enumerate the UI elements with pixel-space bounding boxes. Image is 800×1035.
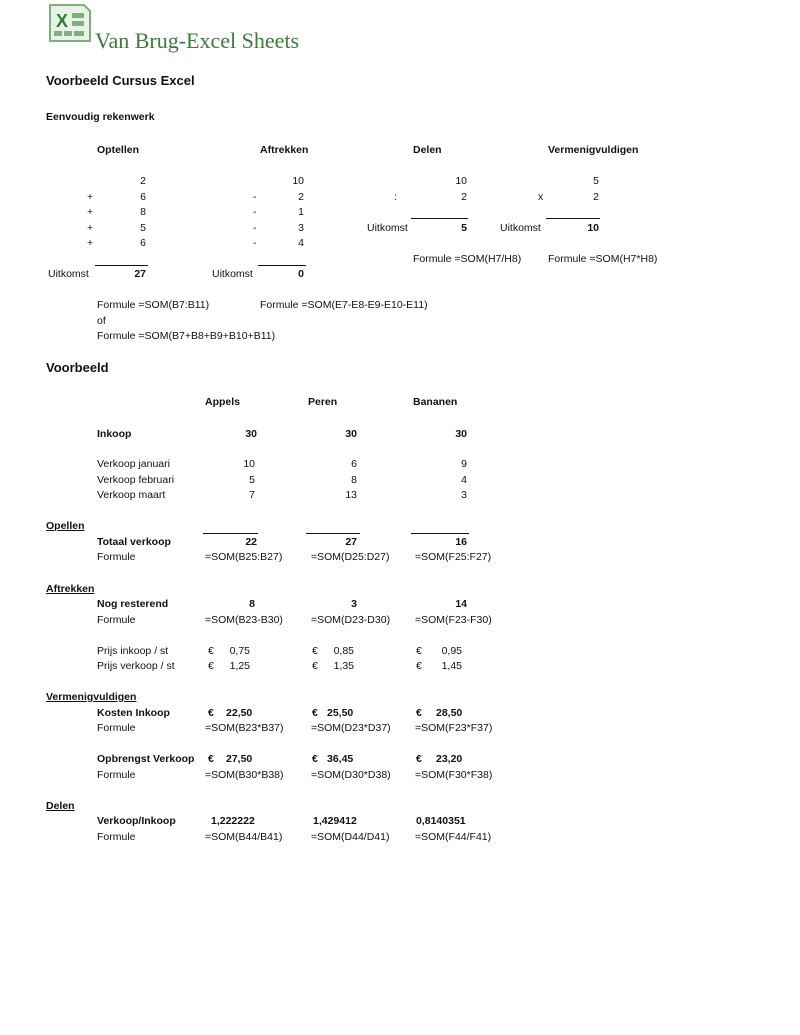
formula: =SOM(F23-F30)	[415, 614, 492, 626]
row-label: Prijs inkoop / st	[97, 645, 169, 657]
result-label: Uitkomst	[500, 222, 541, 234]
row-label: Prijs verkoop / st	[97, 660, 175, 672]
cell: 23,20	[436, 753, 463, 765]
value: 10	[455, 175, 467, 187]
value: 4	[298, 237, 304, 249]
cell: 27	[345, 536, 357, 548]
result-value: 5	[461, 222, 467, 234]
of-text: of	[97, 315, 106, 327]
cell: 3	[351, 598, 357, 610]
row-label: Verkoop maart	[97, 489, 166, 501]
section-opellen: Opellen	[46, 520, 85, 532]
sum-line	[306, 533, 360, 534]
cell: 0,8140351	[416, 815, 466, 827]
currency: €	[312, 660, 318, 672]
cell: 36,45	[327, 753, 354, 765]
sum-line	[546, 218, 600, 219]
section-aftrekken: Aftrekken	[46, 583, 95, 595]
cell: 8	[249, 598, 255, 610]
value: 6	[140, 191, 146, 203]
value: 5	[140, 222, 146, 234]
cell: 6	[351, 458, 357, 470]
currency: €	[416, 707, 422, 719]
formula: =SOM(D30*D38)	[311, 769, 391, 781]
currency: €	[208, 707, 214, 719]
aftrekken-header: Aftrekken	[260, 144, 309, 156]
currency: €	[416, 645, 422, 657]
cell: 1,429412	[313, 815, 357, 827]
verm-header: Vermenigvuldigen	[548, 144, 639, 156]
sum-line	[95, 265, 148, 266]
formula: =SOM(B23*B37)	[205, 722, 284, 734]
formula: =SOM(F44/F41)	[415, 831, 492, 843]
cell: 9	[461, 458, 467, 470]
cell: 22	[245, 536, 257, 548]
column-header: Bananen	[413, 396, 458, 408]
result-label: Uitkomst	[367, 222, 408, 234]
row-label: Nog resterend	[97, 598, 169, 610]
currency: €	[312, 707, 318, 719]
currency: €	[416, 660, 422, 672]
row-label: Formule	[97, 614, 136, 626]
sum-line	[258, 265, 306, 266]
value: 2	[298, 191, 304, 203]
formula: Formule =SOM(B7:B11)	[97, 299, 210, 311]
cell: 7	[249, 489, 255, 501]
divide-sign: :	[394, 191, 397, 203]
cell: 8	[351, 474, 357, 486]
value: 2	[461, 191, 467, 203]
formula: =SOM(F30*F38)	[415, 769, 493, 781]
currency: €	[208, 753, 214, 765]
formula: =SOM(B23-B30)	[205, 614, 283, 626]
cell: 5	[249, 474, 255, 486]
cell: 1,45	[441, 660, 462, 672]
row-label: Verkoop/Inkoop	[97, 815, 176, 827]
column-header: Appels	[205, 396, 241, 408]
sum-line	[411, 218, 468, 219]
formula: =SOM(B30*B38)	[205, 769, 284, 781]
formula: =SOM(D23*D37)	[311, 722, 391, 734]
formula: Formule =SOM(B7+B8+B9+B10+B11)	[97, 330, 276, 342]
cell: 22,50	[226, 707, 253, 719]
result-value: 10	[587, 222, 599, 234]
value: 10	[292, 175, 304, 187]
minus-sign: -	[253, 191, 257, 203]
result-value: 27	[134, 268, 146, 280]
svg-text:X: X	[56, 11, 69, 31]
row-label: Formule	[97, 831, 136, 843]
cell: 0,75	[229, 645, 250, 657]
section-subtitle: Eenvoudig rekenwerk	[46, 111, 155, 123]
currency: €	[208, 645, 214, 657]
cell: 0,85	[333, 645, 354, 657]
cell: 1,222222	[211, 815, 255, 827]
currency: €	[208, 660, 214, 672]
formula: =SOM(D44/D41)	[311, 831, 390, 843]
row-label: Formule	[97, 769, 136, 781]
row-label: Totaal verkoop	[97, 536, 171, 548]
formula: Formule =SOM(E7-E8-E9-E10-E11)	[260, 299, 428, 311]
value: 6	[140, 237, 146, 249]
example-title: Voorbeeld	[46, 360, 109, 375]
result-label: Uitkomst	[212, 268, 253, 280]
page-title: Voorbeeld Cursus Excel	[46, 73, 195, 88]
value: 2	[140, 175, 146, 187]
value: 5	[593, 175, 599, 187]
currency: €	[312, 645, 318, 657]
cell: 30	[345, 428, 357, 440]
formula: =SOM(B44/B41)	[205, 831, 283, 843]
cell: 1,35	[333, 660, 354, 672]
cell: 10	[243, 458, 255, 470]
cell: 4	[461, 474, 467, 486]
currency: €	[312, 753, 318, 765]
formula: =SOM(D25:D27)	[311, 551, 390, 563]
row-label: Inkoop	[97, 428, 132, 440]
logo-text: Van Brug-Excel Sheets	[95, 28, 300, 53]
formula: =SOM(F25:F27)	[415, 551, 492, 563]
formula: =SOM(F23*F37)	[415, 722, 493, 734]
sum-line	[203, 533, 258, 534]
section-delen: Delen	[46, 800, 75, 812]
currency: €	[416, 753, 422, 765]
formula: =SOM(B25:B27)	[205, 551, 283, 563]
value: 1	[298, 206, 304, 218]
row-label: Formule	[97, 551, 136, 563]
minus-sign: -	[253, 237, 257, 249]
value: 3	[298, 222, 304, 234]
formula: =SOM(D23-D30)	[311, 614, 391, 626]
cell: 27,50	[226, 753, 253, 765]
plus-sign: +	[87, 191, 94, 203]
cell: 28,50	[436, 707, 463, 719]
sum-line	[411, 533, 469, 534]
plus-sign: +	[87, 237, 94, 249]
plus-sign: +	[87, 206, 94, 218]
cell: 1,25	[229, 660, 250, 672]
row-label: Verkoop januari	[97, 458, 170, 470]
cell: 13	[345, 489, 357, 501]
column-header: Peren	[308, 396, 338, 408]
value: 8	[140, 206, 146, 218]
formula: Formule =SOM(H7/H8)	[413, 253, 522, 265]
cell: 25,50	[327, 707, 354, 719]
cell: 0,95	[441, 645, 462, 657]
multiply-sign: x	[538, 191, 544, 203]
cell: 3	[461, 489, 467, 501]
delen-header: Delen	[413, 144, 442, 156]
excel-icon	[44, 3, 94, 45]
row-label: Kosten Inkoop	[97, 707, 170, 719]
row-label: Verkoop februari	[97, 474, 175, 486]
cell: 30	[245, 428, 257, 440]
cell: 16	[455, 536, 467, 548]
plus-sign: +	[87, 222, 94, 234]
result-label: Uitkomst	[48, 268, 89, 280]
optellen-header: Optellen	[97, 144, 140, 156]
cell: 30	[455, 428, 467, 440]
minus-sign: -	[253, 222, 257, 234]
section-vermenigvuldigen: Vermenigvuldigen	[46, 691, 137, 703]
row-label: Opbrengst Verkoop	[97, 753, 195, 765]
minus-sign: -	[253, 206, 257, 218]
value: 2	[593, 191, 599, 203]
cell: 14	[455, 598, 467, 610]
formula: Formule =SOM(H7*H8)	[548, 253, 658, 265]
result-value: 0	[298, 268, 304, 280]
row-label: Formule	[97, 722, 136, 734]
